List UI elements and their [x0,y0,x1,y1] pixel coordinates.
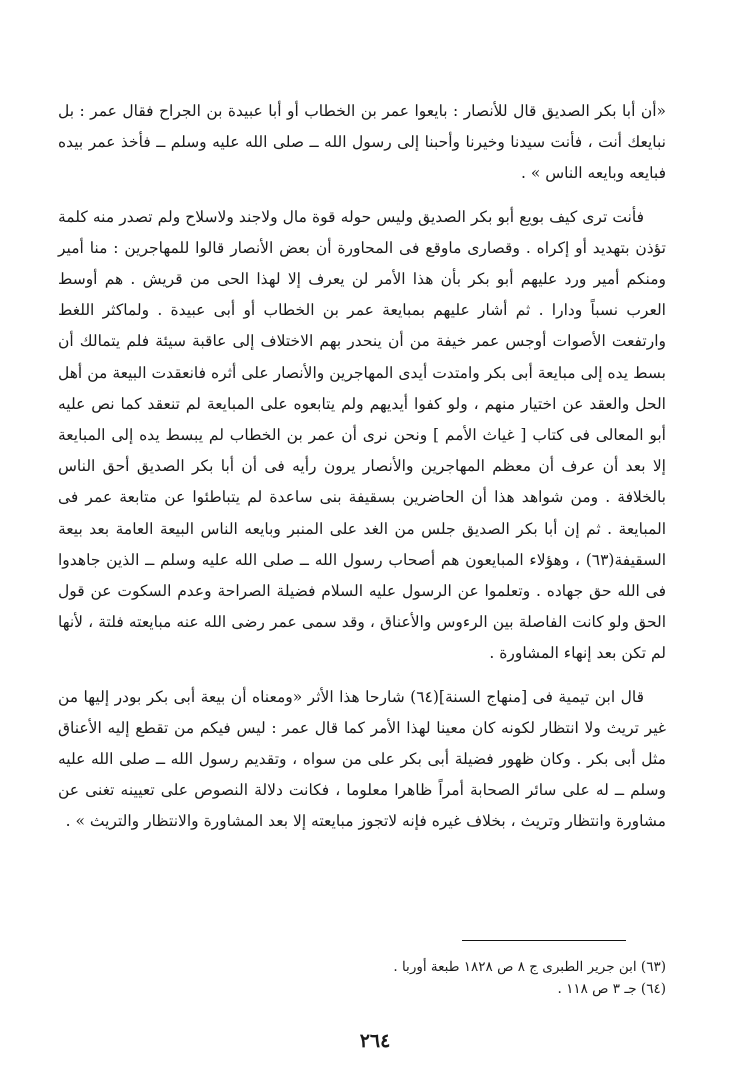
footnotes [58,956,666,1000]
footnote-divider [462,940,626,941]
footnote-63: (٦٣) ابن جرير الطبرى ج ٨ ص ١٨٢٨ طبعة أوربا . [393,959,666,975]
main-text [58,96,666,838]
paragraph-quote: «أن أبا بكر الصديق قال للأنصار : بايعوا عمر بن الخطاب أو أبا عبيدة بن الجراح فقال عمر : بل نبايعك أنت ، فأنت سيدنا وخيرنا وأحبنا إلى رسول الله ــ صلى الله عليه وسلم ــ فأخذ عمر بيده فبايعه وبايعه الناس » . [58,102,666,183]
page-number: ٢٦٤ [359,1030,391,1052]
paragraph-ibn-taymiyya: قال ابن تيمية فى [منهاج السنة](٦٤) شارحا هذا الأثر «ومعناه أن بيعة أبى بكر بودر إليها من غير تريث ولا انتظار لكونه كان معينا لهذا الأمر كما قال عمر : ليس فيكم من تقطع إليه الأعناق مثل أبى بكر . وكان ظهور فضيلة أبى بكر على من سواه ، وتقديم رسول الله ــ صلى الله عليه وسلم ــ له على سائر الصحابة أمراً ظاهرا معلوما ، فكانت دلالة النصوص على تعيينه تغنى عن مشاورة وانتظار وتريث ، بخلاف غيره فإنه لاتجوز مبايعته إلا بعد المشاورة والانتظار والتريث » . [58,687,666,831]
footnote-64: (٦٤) جـ ٣ ص ١١٨ . [557,981,666,997]
paragraph-bayah-discussion: فأنت ترى كيف بويع أبو بكر الصديق وليس حوله قوة مال ولاجند ولاسلاح ولم تصدر منه كلمة تؤذن بتهديد أو إكراه . وقصارى ماوقع فى المحاورة أن بعض الأنصار قالوا للمهاجرين : منا أمير ومنكم أمير ورد عليهم أبو بكر بأن هذا الأمر لن يعرف إلا لهذا الحى من قريش . هم أوسط العرب نسباً ودارا . ثم أشار عليهم بمبايعة عمر بن الخطاب أو أبى عبيدة . ولماكثر اللغط وارتفعت الأصوات أوجس عمر خيفة من أن ينحدر بهم الاختلاف إلى عاقبة سيئة فلم يتمالك أن بسط يده إلى مبايعة أبى بكر وامتدت أيدى المهاجرين والأنصار على أثره فانعقدت البيعة من أهل الحل والعقد عن اختيار منهم ، ولو كفوا أيديهم ولم يتابعوه على المبايعة لم تنعقد كما نص عليه أبو المعالى فى كتاب [ غياث الأمم ] ونحن نرى أن عمر بن الخطاب لم يبسط يده إلى المبايعة إلا بعد أن عرف أن معظم المهاجرين والأنصار يرون رأيه فى أن أبا بكر الصديق أحق الناس بالخلافة . ومن شواهد هذا أن الحاضرين بسقيفة بنى ساعدة لم يتباطئوا عن متابعة عمر فى المبايعة . ثم إن أبا بكر الصديق جلس من الغد على المنبر وبايعه الناس البيعة العامة بعد بيعة السقيفة(٦٣) ، وهؤلاء المبايعون هم أصحاب رسول الله ــ صلى الله عليه وسلم ــ الذين جاهدوا فى الله حق جهاده . وتعلموا عن الرسول عليه السلام فضيلة الصراحة وعدم السكوت عن قول الحق ولو كانت الفاصلة بين الرءوس والأعناق ، وقد سمى عمر رضى الله عنه مبايعته فلتة ، لأنها لم تكن بعد إنهاء المشاورة . [58,207,666,663]
